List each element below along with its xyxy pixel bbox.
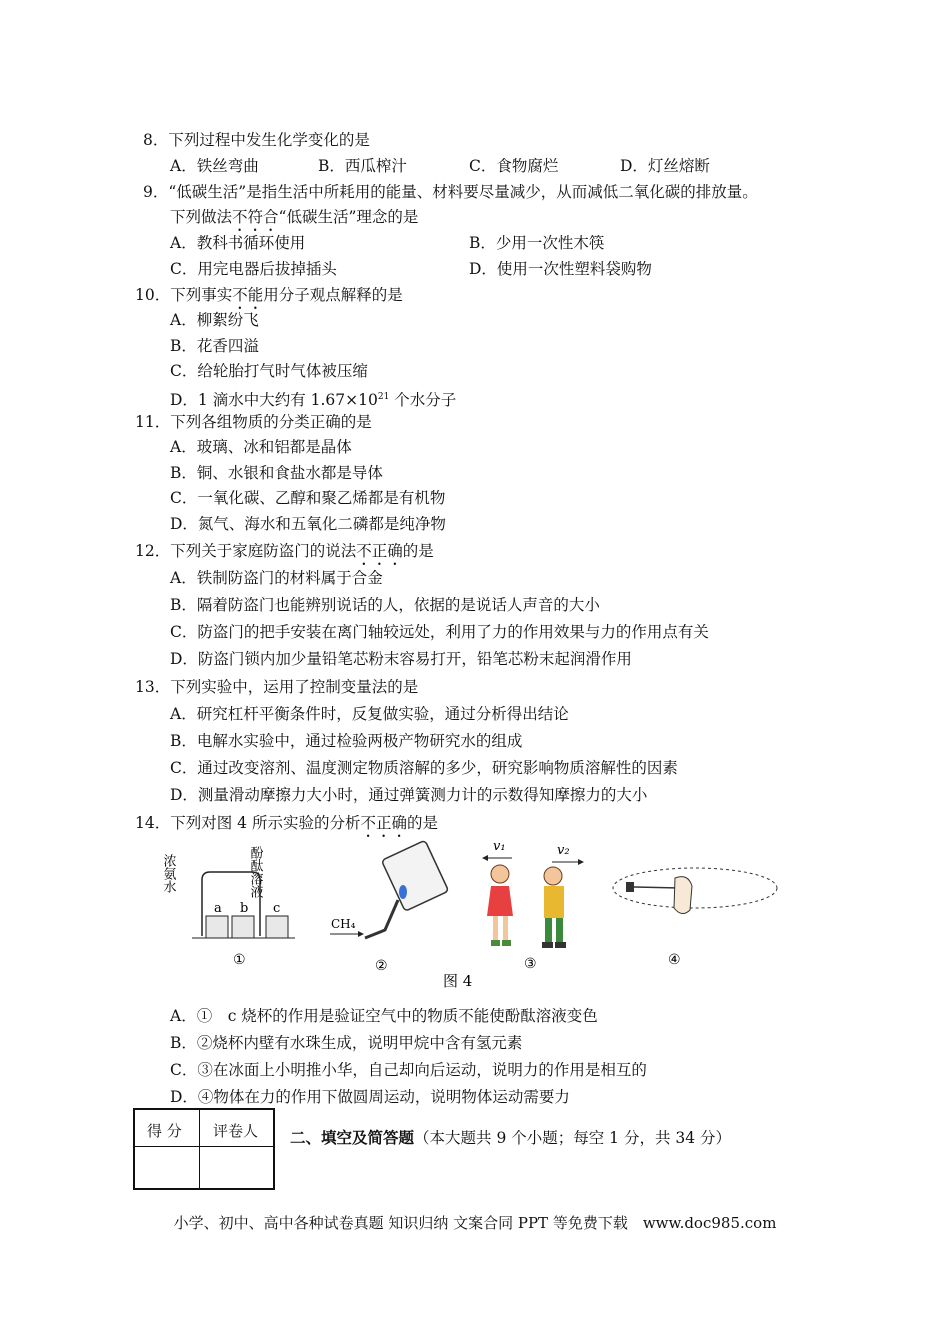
q13-option-b: B．电解水实验中，通过检验两极产物研究水的组成 [170,732,523,750]
q11-option-c: C．一氧化碳、乙醇和聚乙烯都是有机物 [170,489,446,507]
q8-option-b: B．西瓜榨汁 [318,157,407,175]
q9-stem-line1: 9．“低碳生活”是指生活中所耗用的能量、材料要尽量减少，从而减低二氧化碳的排放量。 [143,183,758,201]
q10-option-a: A．柳絮纷飞 [170,311,259,329]
panel-2-number: ② [375,958,388,974]
q10-stem-pre: 10．下列事实 [135,286,233,304]
q14-option-b: B．②烧杯内壁有水珠生成，说明甲烷中含有氢元素 [170,1034,523,1052]
q12-option-b: B．隔着防盗门也能辨别说话的人，依据的是说话人声音的大小 [170,596,600,614]
q9-stem-post: “低碳生活”理念的是 [278,208,419,226]
panel-4-number: ④ [668,952,681,968]
q10-option-d-exponent: 21 [377,392,390,402]
section-2-note: （本大题共 9 个小题；每空 1 分，共 34 分） [414,1129,732,1147]
q8-option-a: A．铁丝弯曲 [170,157,259,175]
figure-panel-2-methane [330,840,449,974]
beaker-a-label: a [214,901,222,916]
q9-stem-line2 [170,207,418,235]
q14-option-c: C．③在冰面上小明推小华，自己却向后运动，说明力的作用是相互的 [170,1061,647,1079]
q9-stem-pre: 下列做法 [170,208,233,226]
q13-stem: 13．下列实验中，运用了控制变量法的是 [135,678,419,696]
label-phenolphthalein: 酚酞溶液 [247,846,263,898]
q12-option-d: D．防盗门锁内加少量铅笔芯粉末容易打开，铅笔芯粉末起润滑作用 [170,650,632,668]
label-ammonia: 浓氨水 [160,854,176,893]
q14-stem-emphasis: 不正确 [360,814,407,832]
q8-stem: 8．下列过程中发生化学变化的是 [143,131,370,149]
figure-caption: 图 4 [443,972,473,990]
q10-option-b: B．花香四溢 [170,337,259,355]
q10-stem-post: 用分子观点解释的是 [263,286,403,304]
q11-option-b: B．铜、水银和食盐水都是导体 [170,464,383,482]
q10-stem [135,285,403,313]
q9-stem-emphasis: 不符合 [232,208,279,226]
q11-option-d: D．氮气、海水和五氧化二磷都是纯净物 [170,515,446,533]
q14-stem [135,813,438,841]
q10-option-d-post: 个水分子 [389,391,457,410]
q10-stem-emphasis: 不能 [232,286,264,304]
q12-stem-emphasis: 不正确 [356,542,403,560]
q12-option-c: C．防盗门的把手安装在离门轴较远处，利用了力的作用效果与力的作用点有关 [170,623,709,641]
score-table [133,1108,275,1190]
q9-option-c: C．用完电器后拔掉插头 [170,260,337,278]
q14-option-a: A．① c 烧杯的作用是验证空气中的物质不能使酚酞溶液变色 [170,1007,598,1025]
q12-stem-pre: 12．下列关于家庭防盗门的说法 [135,542,357,560]
panel-3-number: ③ [524,956,537,972]
q8-option-d: D．灯丝熔断 [620,157,710,175]
score-label: 得 分 [147,1122,182,1140]
grader-label: 评卷人 [213,1122,259,1140]
label-v1: v₁ [493,839,506,854]
q9-option-d: D．使用一次性塑料袋购物 [469,260,652,278]
label-ch4: CH₄ [331,917,356,931]
q10-option-c: C．给轮胎打气时气体被压缩 [170,362,368,380]
page-footer: 小学、初中、高中各种试卷真题 知识归纳 文案合同 PPT 等免费下载 www.doc985.com [173,1214,777,1232]
figure-panel-4-circular-motion [613,868,777,968]
beaker-c-label: c [273,901,281,916]
q9-option-b: B．少用一次性木筷 [469,234,605,252]
q12-option-a: A．铁制防盗门的材料属于合金 [170,569,383,587]
section-2-heading [290,1128,731,1148]
q14-stem-post: 的是 [406,814,438,832]
q13-option-a: A．研究杠杆平衡条件时，反复做实验，通过分析得出结论 [170,705,569,723]
beaker-b-label: b [240,901,249,916]
figure-panel-3-skaters [482,839,584,972]
q13-option-d: D．测量滑动摩擦力大小时，通过弹簧测力计的示数得知摩擦力的大小 [170,786,648,804]
figure-4 [160,838,800,998]
q12-stem-post: 的是 [402,542,434,560]
q11-stem: 11．下列各组物质的分类正确的是 [135,413,372,431]
q10-option-d-pre: D．1 滴水中大约有 1.67×10 [170,391,378,410]
q13-option-c: C．通过改变溶剂、温度测定物质溶解的多少，研究影响物质溶解性的因素 [170,759,678,777]
section-2-title: 二、填空及简答题 [290,1128,415,1147]
label-v2: v₂ [557,843,570,858]
q11-option-a: A．玻璃、冰和铝都是晶体 [170,438,352,456]
q8-option-c: C．食物腐烂 [469,157,559,175]
q12-stem [135,541,434,569]
panel-1-number: ① [233,952,246,968]
q10-option-d [170,387,456,410]
q14-option-d: D．④物体在力的作用下做圆周运动，说明物体运动需要力 [170,1088,570,1106]
figure-panel-1-beakers [161,846,296,968]
q9-option-a: A．教科书循环使用 [170,234,306,252]
q14-stem-pre: 14．下列对图 4 所示实验的分析 [135,814,361,832]
